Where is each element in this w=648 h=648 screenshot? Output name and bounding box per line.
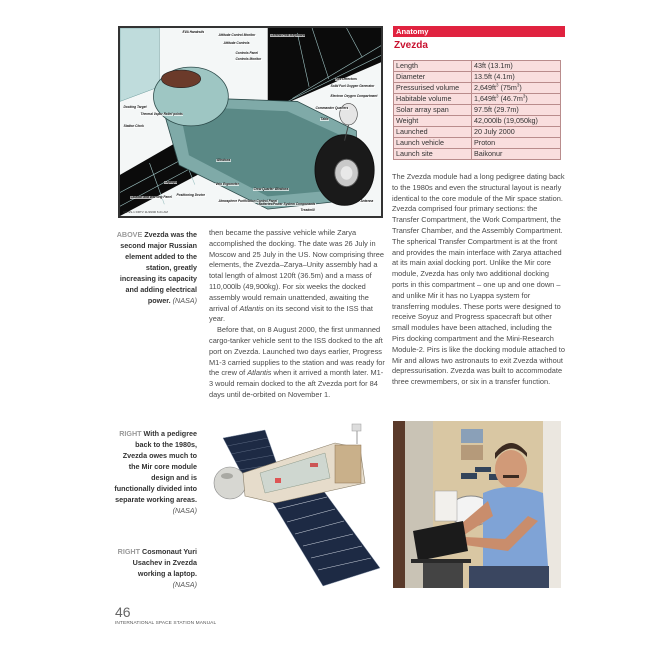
anatomy-body-text: The Zvezda module had a long pedigree dating back to the 1980s and even the structural layout is nearly identical to the core module of the Mir space station. Zvezda comprised four primary sections: the Transfer Compartment, the Work Compartment, the Transfer Chamber, and the Assembly Compartment. The spherical Transfer Compartment is at the front and provides the main interface with Zarya attached at its main axial docking port. Unlike the Mir core module, Zvezda has only two additional docking ports in this compartment – one up and one down – and unlike Mir it has no Lyappa system for transferring modules. These ports were designed to receive Soyuz and Progress spacecraft but other small modules have been attached, including the Pirs docking compartment and the Mini-Research Module-2. Pirs is like the docking module attached to Mir and allows two astronauts to exit Zvezda without depressurisation. Zvezda was built to accommodate three crewmembers, or six in a transfer function. bbox=[392, 172, 565, 387]
p1-text-a: then became the passive vehicle while Zarya accomplished the docking. The date was 26 July in Moscow and 25 July in the US. Now comprising three elements, the Zvezda–Zarya–Unity assembly had a total length of almost 120ft (36.5m) and a mass of 110,000lb (49,900kg). For six weeks the docked assembly would remain unattended, awaiting the arrival of bbox=[209, 228, 384, 313]
caption-above-credit: (NASA) bbox=[172, 296, 197, 305]
spec-value: 43ft (13.1m) bbox=[472, 61, 561, 72]
label-fire-detectors: Fire Detectors bbox=[335, 77, 357, 81]
p2-text-a: Before that, on 8 August 2000, the first unmanned cargo-tanker vehicle sent to the ISS docked to the aft port on Zvezda. Launched two days earlier, Progress M1-3 carried supplies to the station and was ready for the crew of bbox=[209, 325, 385, 378]
spec-value: Baikonur bbox=[472, 149, 561, 160]
photo-artwork bbox=[393, 421, 561, 588]
caption-above bbox=[112, 229, 197, 306]
p1-ship-name: Atlantis bbox=[239, 303, 264, 313]
spec-label: Diameter bbox=[394, 72, 472, 83]
anatomy-section-bar: Anatomy bbox=[393, 26, 565, 37]
label-atmosphere-purification: Atmosphere Purification Control Panel bbox=[218, 199, 278, 203]
book-title: INTERNATIONAL SPACE STATION MANUAL bbox=[115, 621, 217, 626]
spec-value: $1,649ft^3$ $(46.7m^3)$ bbox=[472, 94, 561, 105]
caption-right-module bbox=[112, 428, 197, 516]
caption-right1-keyword: RIGHT bbox=[119, 429, 142, 438]
spec-label: Weight bbox=[394, 116, 472, 127]
label-treadmill: Treadmill bbox=[300, 208, 315, 212]
spec-label: Pressurised volume bbox=[394, 83, 472, 94]
diagram-code: DB-SS-1 DRTV 11/29/00 6:21 AM bbox=[123, 210, 168, 214]
anatomy-title: Zvezda bbox=[394, 40, 428, 51]
module-artwork bbox=[205, 418, 387, 588]
label-laptops: Laptops bbox=[164, 180, 177, 184]
caption-right2-keyword: RIGHT bbox=[117, 547, 141, 556]
cosmonaut-photo bbox=[393, 421, 561, 588]
specs-table bbox=[393, 60, 561, 160]
caption-right1-text: With a pedigree back to the 1980s, Zvezda owes much to the Mir core module design and is functionally divided into separate working areas. bbox=[114, 429, 197, 504]
table-row bbox=[394, 149, 561, 160]
page-number: 46 bbox=[115, 604, 131, 620]
spec-label: Launch vehicle bbox=[394, 138, 472, 149]
p1-text-b: on its second visit to the ISS that year. bbox=[209, 303, 373, 324]
spec-value: 13.5ft (4.1m) bbox=[472, 72, 561, 83]
label-antenna: Antenna bbox=[360, 199, 374, 203]
label-electron-oxygen-compartment: Electron Oxygen Compartment bbox=[330, 94, 378, 98]
label-thermal-vapor-relief: Thermal Vapor Relief points bbox=[140, 112, 183, 116]
table-row bbox=[394, 105, 561, 116]
spec-value: 20 July 2000 bbox=[472, 127, 561, 138]
label-velo-ergometer: Velo Ergometer bbox=[215, 182, 239, 186]
label-solid-fuel-oxygen-generator: Solid Fuel Oxygen Generator bbox=[330, 84, 375, 88]
zvezda-module-illustration bbox=[205, 418, 387, 588]
table-row bbox=[394, 127, 561, 138]
spec-value: 97.5ft (29.7m) bbox=[472, 105, 561, 116]
caption-above-keyword: ABOVE bbox=[116, 230, 143, 239]
label-commander-quarters: Commander Quarters bbox=[315, 106, 349, 110]
label-batteries-power: Batteries/Power System Components bbox=[258, 202, 316, 206]
caption-right-cosmonaut bbox=[112, 546, 197, 590]
table-row bbox=[394, 94, 561, 105]
spec-value: $2,649ft^3$ $(75m^3)$ bbox=[472, 83, 561, 94]
caption-above-text: Zvezda was the second major Russian element added to the station, greatly increasing its capacity and adding electrical power. bbox=[119, 230, 197, 305]
label-station-clock: Station Clock bbox=[123, 124, 144, 128]
paragraph-1 bbox=[209, 228, 386, 325]
body-text-middle bbox=[209, 228, 386, 401]
spec-label: Habitable volume bbox=[394, 94, 472, 105]
table-row bbox=[394, 83, 561, 94]
caption-right2-text: Cosmonaut Yuri Usachev in Zvezda working a laptop. bbox=[132, 547, 197, 578]
caption-right2-credit: (NASA) bbox=[172, 580, 197, 589]
label-docking-target: Docking Target bbox=[123, 105, 147, 109]
label-eva-handrails: EVA Handrails bbox=[182, 30, 205, 34]
spec-label: Length bbox=[394, 61, 472, 72]
label-positioning-device: Positioning Device bbox=[176, 193, 206, 197]
label-windows: Windows bbox=[216, 158, 231, 162]
spec-label: Solar array span bbox=[394, 105, 472, 116]
table-row bbox=[394, 138, 561, 149]
spec-value: 42,000lb (19,050kg) bbox=[472, 116, 561, 127]
label-controls-monitor: Controls Monitor bbox=[235, 57, 262, 61]
spec-label: Launched bbox=[394, 127, 472, 138]
zvezda-cutaway-diagram bbox=[118, 26, 383, 218]
label-caution-warning-panel: Caution and Warning Panel bbox=[130, 195, 172, 199]
table-row bbox=[394, 61, 561, 72]
label-central-post-keyboard: Central Post Keyboard bbox=[270, 33, 305, 37]
label-table: Table bbox=[320, 117, 329, 121]
spec-label: Launch site bbox=[394, 149, 472, 160]
caption-right1-credit: (NASA) bbox=[172, 506, 197, 515]
paragraph-2 bbox=[209, 325, 386, 401]
spec-value: Proton bbox=[472, 138, 561, 149]
table-row bbox=[394, 116, 561, 127]
label-attitude-controls: Attitude Controls bbox=[223, 41, 250, 45]
label-controls-panel: Controls Panel bbox=[235, 51, 258, 55]
p2-text-b: when it arrived a month later. M1-3 would remain docked to the aft Zvezda port for 84 days until de-orbited on November 1. bbox=[209, 368, 384, 399]
table-row bbox=[394, 72, 561, 83]
label-attitude-control-monitor: Attitude Control Monitor bbox=[218, 33, 256, 37]
p2-ship-name: Atlantis bbox=[247, 368, 272, 378]
label-crew-quarter-windows: Crew Quarter Windows bbox=[253, 187, 289, 191]
